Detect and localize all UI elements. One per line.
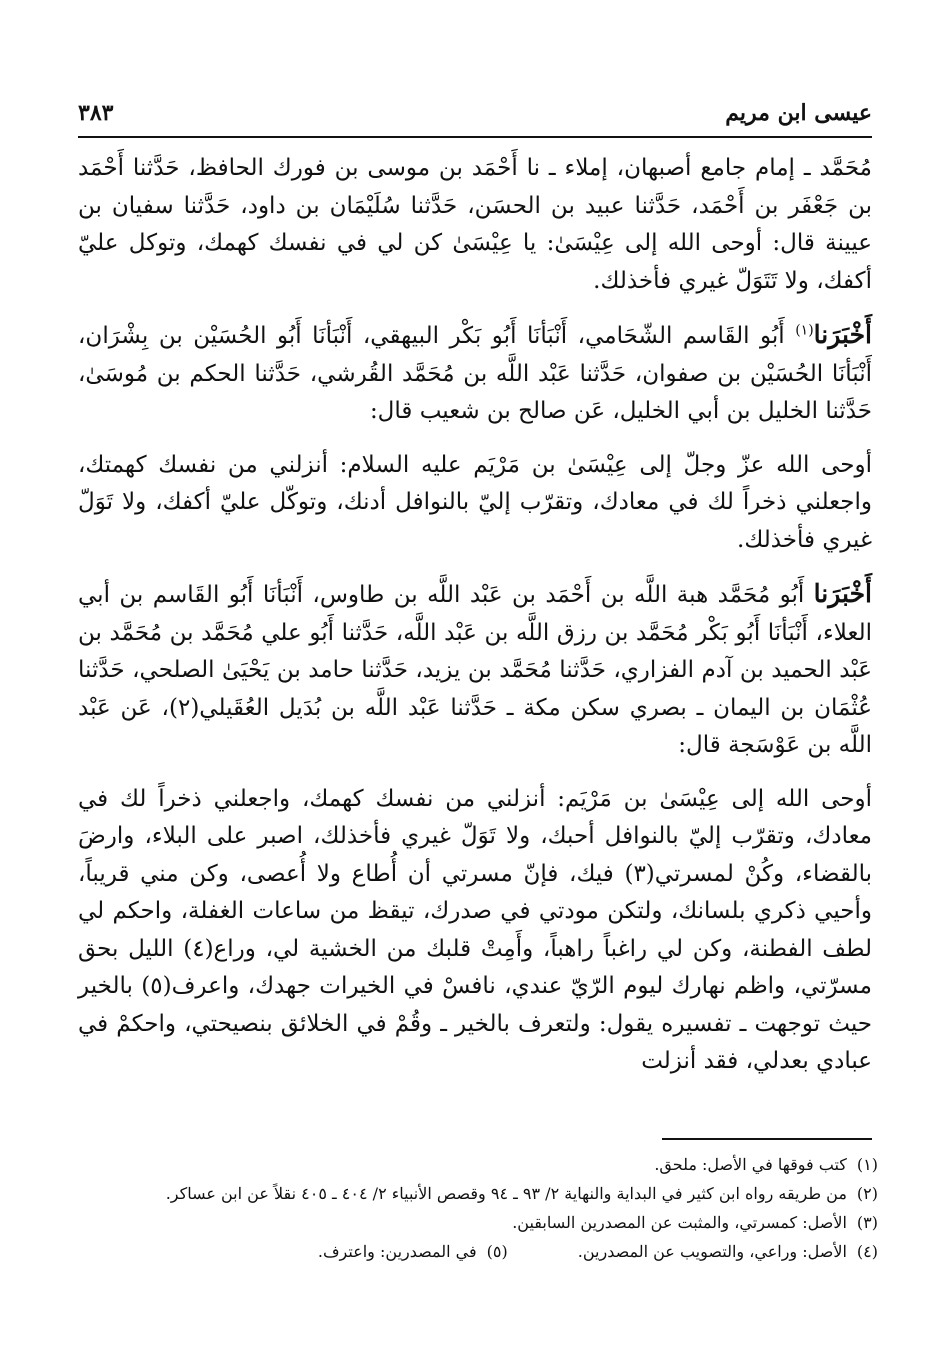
footnote-number: (٥) [486, 1242, 508, 1261]
footnote-number: (٣) [856, 1213, 878, 1232]
paragraph [78, 447, 872, 560]
footnotes [78, 1150, 878, 1266]
footnote-text: كتب فوقها في الأصل: ملحق. [654, 1155, 847, 1174]
footnote-text: الأصل: كمسرتي، والمثبت عن المصدرين السابقين. [512, 1213, 847, 1232]
footnote-number: (١) [856, 1155, 878, 1174]
paragraph-text: أَبُو مُحَمَّد هبة اللَّه بن أَحْمَد بن عَبْد اللَّه بن طاوس، أَنْبَأنَا أَبُو القَاسم بن أبي العلاء، أَنْبَأنَا أَبُو بَكْر مُحَمَّد بن رزق اللَّه بن عَبْد اللَّه، حَدَّثنا أَبُو علي مُحَمَّد بن مُحَمَّد بن عَبْد الحميد بن آدم الفزاري، حَدَّثنا مُحَمَّد بن يزيد، حَدَّثنا حامد بن يَحْيَىٰ الصلحي، حَدَّثنا عُثْمَان بن اليمان ـ بصري سكن مكة ـ حَدَّثنا عَبْد اللَّه بن بُدَيل العُقَيلي(٢)، عَن عَبْد اللَّه بن عَوْسَجة قال: [78, 582, 872, 758]
footnote-text: من طريقه رواه ابن كثير في البداية والنهاية ٢/ ٩٣ ـ ٩٤ وقصص الأنبياء ٢/ ٤٠٤ ـ ٤٠٥ نقلاً عن ابن عساكر. [165, 1184, 847, 1203]
paragraph-lead-word: أَخْبَرَنا [813, 320, 872, 349]
footnote-separator [662, 1138, 872, 1140]
paragraph-text: أَبُو القَاسم الشّحَامي، أَنْبَأنَا أَبُو بَكْر البيهقي، أَنْبَأنَا أَبُو الحُسَيْن بن بِشْرَان، أَنْبَأنَا الحُسَيْن بن صفوان، حَدَّثنا عَبْد اللَّه بن مُحَمَّد القُرشي، حَدَّثنا الحكم بن مُوسَىٰ، حَدَّثنا الخليل بن أبي الخليل، عَن صالح بن شعيب قال: [78, 323, 872, 424]
footnote [78, 1208, 878, 1237]
footnote [578, 1237, 878, 1266]
page-header [78, 92, 872, 138]
paragraph [78, 575, 872, 765]
paragraph [78, 316, 872, 431]
paragraph [78, 150, 872, 300]
paragraph [78, 781, 872, 1081]
paragraph-text: أوحى الله إلى عِيْسَىٰ بن مَرْيَم: أنزلني من نفسك كهمك، واجعلني ذخراً لك في معادك، وتقرّب إليّ بالنوافل أحبك، ولا تَوَلّ غيري فأخذلك، اصبر على البلاء، وارضَ بالقضاء، وكُنْ لمسرتي(٣) فيك، فإنّ مسرتي أن أُطاع ولا أُعصى، وكن مني قريباً، وأحيي ذكري بلسانك، ولتكن مودتي في صدرك، تيقظ من ساعات الغفلة، واحكم لي لطف الفطنة، وكن لي راغباً راهباً، وأَمِتْ قلبك من الخشية لي، وراع(٤) الليل بحق مسرّتي، واظم نهارك ليوم الرّيّ عندي، نافسْ في الخيرات جهدك، واعرف(٥) بالخير حيث توجهت ـ تفسيره يقول: ولتعرف بالخير ـ وقُمْ في الخلائق بنصيحتي، واحكمْ في عبادي بعدلي، فقد أنزلت [78, 785, 872, 1074]
footnote [78, 1150, 878, 1179]
footnote-row [78, 1237, 878, 1266]
paragraph-text: مُحَمَّد ـ إمام جامع أصبهان، إملاء ـ نا أَحْمَد بن موسى بن فورك الحافظ، حَدَّثنا أَحْمَد بن جَعْفَر بن أَحْمَد، حَدَّثنا عبيد بن الحسَن، حَدَّثنا سُلَيْمَان بن داود، حَدَّثنا سفيان بن عيينة قال: أوحى الله إلى عِيْسَىٰ: يا عِيْسَىٰ كن لي في نفسك كهمك، وتوكل عليّ أكفك، ولا تَتَوَلّ غيري فأخذلك. [78, 155, 872, 294]
footnote [78, 1179, 878, 1208]
footnote-number: (٤) [856, 1242, 878, 1261]
footnote-text: في المصدرين: واعترف. [317, 1242, 477, 1261]
paragraph-text: أوحى الله عزّ وجلّ إلى عِيْسَىٰ بن مَرْيَم عليه السلام: أنزلني من نفسك كهمتك، واجعلني ذخراً لك في معادك، وتقرّب إليّ بالنوافل أدنك، وتوكّل عليّ أكفك، ولا تَوَلّ غيري فأخذلك. [78, 451, 872, 553]
page-number: ٣٨٣ [78, 100, 114, 126]
paragraph-lead-word: أَخْبَرَنا [813, 579, 872, 608]
main-text [78, 150, 872, 1097]
footnote-number: (٢) [856, 1184, 878, 1203]
footnote-text: الأصل: وراعي، والتصويب عن المصدرين. [577, 1242, 847, 1261]
footnote-marker: (١) [795, 322, 814, 339]
running-title: عيسى ابن مريم [725, 100, 872, 126]
footnote [318, 1237, 508, 1266]
